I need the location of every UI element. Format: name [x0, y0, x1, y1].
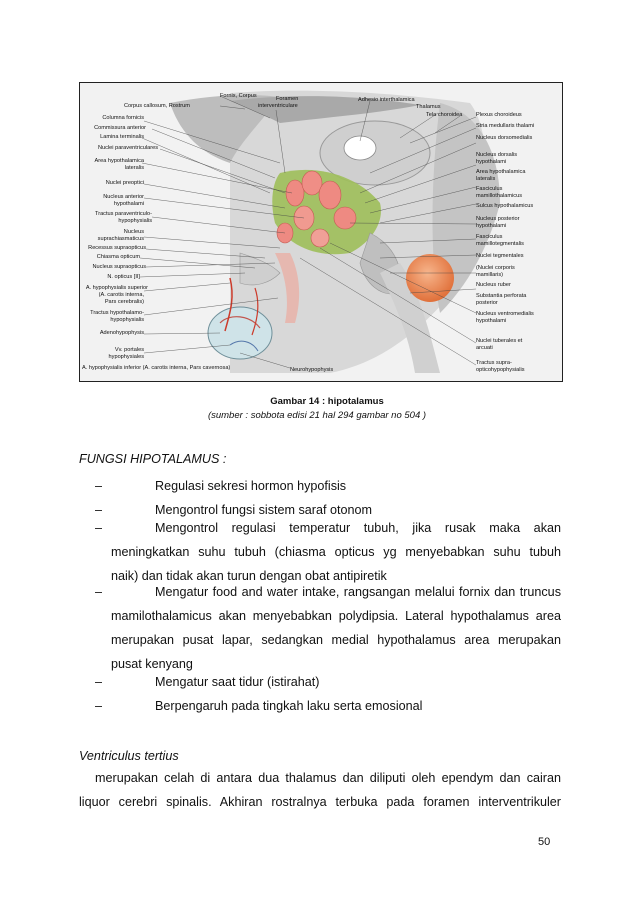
list-dash: –	[95, 521, 103, 535]
figure-label: Tractus paraventriculo-	[95, 211, 152, 217]
figure-label: Foramen	[276, 96, 299, 102]
list-item-text: Berpengaruh pada tingkah laku serta emosional	[155, 699, 423, 713]
figure-label: hypophysiales	[108, 354, 144, 360]
figure-label: lateralis	[476, 176, 496, 182]
figure-caption-source: (sumber : sobbota edisi 21 hal 294 gambar no 504 )	[207, 410, 427, 421]
figure-label: Chiasma opticum	[96, 254, 140, 260]
list-item-text: meningkatkan suhu tubuh (chiasma opticus yg menyebabkan suhu tubuh	[111, 545, 561, 559]
list-item-text: Mengontrol fungsi sistem saraf otonom	[155, 503, 372, 517]
figure-label: Fornix, Corpus	[220, 93, 257, 99]
list-item	[95, 694, 561, 718]
figure-label: Nucleus supraopticus	[92, 264, 146, 270]
figure-label: Lamina terminalis	[100, 134, 144, 140]
figure-label: Nuclei preoptici	[105, 180, 144, 186]
figure-label: Adhesio interthalamica	[358, 97, 415, 103]
figure-label: Area hypothalamica	[476, 169, 526, 175]
list-dash: –	[95, 585, 103, 599]
figure-label: posterior	[476, 300, 498, 306]
figure-label: interventriculare	[258, 103, 298, 109]
figure-label: Tela choroidea	[426, 112, 463, 118]
figure-label: N. opticus [II]	[107, 274, 140, 280]
figure-label: mamillotegmentalis	[476, 241, 524, 247]
list-item	[95, 670, 561, 694]
paragraph-line: liquor cerebri spinalis. Akhiran rostralnya terbuka pada foramen interventrikuler	[79, 795, 561, 809]
figure-label: Thalamus	[416, 104, 441, 110]
figure-label: suprachiasmaticus	[97, 236, 144, 242]
list-dash: –	[95, 503, 103, 517]
list-dash: –	[95, 699, 103, 713]
figure-label: Plexus choroideus	[476, 112, 522, 118]
list-dash: –	[95, 479, 103, 493]
figure-label: Substantia perforata	[476, 293, 527, 299]
list-dash: –	[95, 675, 103, 689]
list-item-text: naik) dan tidak akan turun dengan obat antipiretik	[111, 569, 387, 583]
figure-label: Nucleus	[123, 229, 144, 235]
figure-caption-title: Gambar 14 : hipotalamus	[270, 396, 384, 407]
list-item-text: Mengatur saat tidur (istirahat)	[155, 675, 320, 689]
figure-label: lateralis	[124, 165, 144, 171]
list-item-text: pusat kenyang	[111, 657, 193, 671]
figure-label: hypophysialis	[110, 317, 144, 323]
figure-label: A. hypophysialis inferior (A. carotis interna, Pars cavernosa)	[82, 365, 231, 371]
figure-label: Corpus callosum, Rostrum	[124, 103, 190, 109]
figure-label: A. hypophysialis superior	[85, 285, 148, 291]
figure-label: Vv. portales	[114, 347, 144, 353]
figure-label: hypothalami	[476, 159, 507, 165]
figure-label: Nuclei tuberales et	[476, 338, 523, 344]
figure-label: Nucleus posterior	[476, 216, 520, 222]
figure-label: Nucleus ventromedialis	[476, 311, 534, 317]
figure-label: Tractus supra-	[476, 360, 512, 366]
figure-label: Area hypothalamica	[94, 158, 144, 164]
list-item-text: Regulasi sekresi hormon hypofisis	[155, 479, 347, 493]
section-heading-ventriculus: Ventriculus tertius	[79, 749, 179, 763]
page-number: 50	[538, 836, 551, 848]
figure-label: Fasciculus	[476, 234, 503, 240]
list-item-text: Mengatur food and water intake, rangsangan melalui fornix dan truncus	[155, 585, 561, 599]
list-item-text: Mengontrol regulasi temperatur tubuh, jika rusak maka akan	[155, 521, 561, 535]
figure-label: (A. carotis interna,	[98, 292, 144, 298]
section-heading-fungsi: FUNGSI HIPOTALAMUS :	[79, 452, 227, 466]
figure-label: Columna fornicis	[102, 115, 144, 121]
figure-label: mamillaris)	[476, 272, 504, 278]
figure-label: hypothalami	[476, 223, 507, 229]
figure-label: Sulcus hypothalamicus	[476, 203, 534, 209]
figure-label: Nucleus anterior	[103, 194, 144, 200]
figure-label: opticohypophysialis	[476, 367, 525, 373]
figure-label: Recessus supraopticus	[88, 245, 146, 251]
list-item	[95, 516, 561, 588]
figure-label: Adenohypophysis	[99, 330, 144, 336]
hypothalamus-figure	[79, 82, 563, 382]
figure-label: Nucleus dorsomedialis	[476, 135, 533, 141]
figure-label: arcuati	[476, 345, 493, 351]
figure-label: mamillothalamicus	[476, 193, 523, 199]
figure-label: Nucleus ruber	[476, 282, 511, 288]
figure-label: Pars cerebralis)	[104, 299, 144, 305]
figure-label: Commissura anterior	[94, 125, 146, 131]
figure-label: Neurohypophysis	[290, 367, 334, 373]
figure-label: hypothalami	[113, 201, 144, 207]
figure-label: Tractus hypothalamo-	[90, 310, 144, 316]
figure-label: Nuclei paraventriculares	[97, 145, 158, 151]
figure-label: Stria medullaris thalami	[476, 123, 535, 129]
list-item-text: mamilothalamicus akan menyebabkan polydipsia. Lateral hypothalamus area	[111, 609, 561, 623]
figure-label: Fasciculus	[476, 186, 503, 192]
list-item	[95, 580, 561, 676]
figure-label: hypophysialis	[118, 218, 152, 224]
paragraph-line: merupakan celah di antara dua thalamus dan diliputi oleh ependym dan cairan	[95, 771, 561, 785]
figure-label: Nuclei tegmentales	[476, 253, 524, 259]
list-item-text: merupakan pusat lapar, sedangkan medial hypothalamus area merupakan	[111, 633, 561, 647]
figure-label: Nucleus dorsalis	[476, 152, 518, 158]
figure-label: hypothalami	[476, 318, 507, 324]
figure-label: (Nuclei corporis	[476, 265, 515, 271]
list-item	[95, 474, 561, 498]
